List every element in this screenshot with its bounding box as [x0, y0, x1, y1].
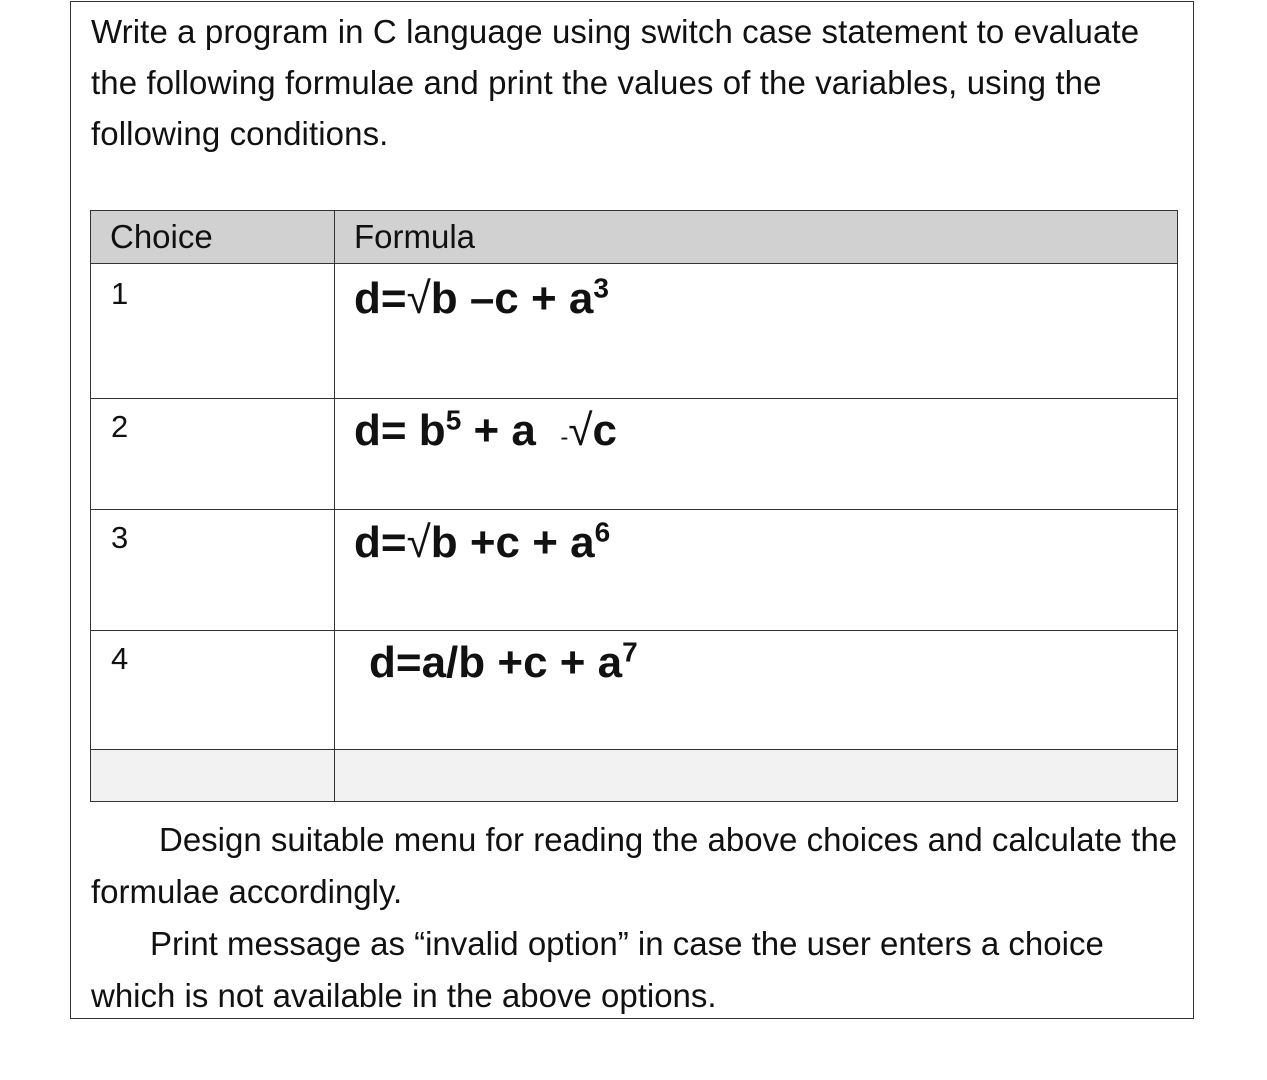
formula-exponent: 5 [445, 404, 462, 436]
sqrt-symbol: √ [406, 274, 431, 323]
formula-cell [335, 399, 1178, 510]
formula-column-header: Formula [335, 211, 1178, 264]
choice-column-header: Choice [91, 211, 335, 264]
sqrt-symbol: √ [406, 518, 431, 567]
formula-body: b +c + a [430, 518, 595, 567]
instructions [91, 814, 1181, 1022]
table-row [91, 264, 1178, 399]
formula-cell [335, 264, 1178, 399]
formula-middle: + a [461, 406, 549, 455]
table-row [91, 399, 1178, 510]
formula-cell [335, 510, 1178, 631]
choice-cell: 1 [91, 264, 335, 399]
formula-table [90, 210, 1178, 802]
question-intro: Write a program in C language using switch case statement to evaluate the following formulae and print the values of the variables, using the following conditions. [91, 13, 1140, 152]
empty-choice-cell [91, 750, 335, 802]
invalid-option-instruction: Print message as “invalid option” in case the user enters a choice which is not available in the above options. [91, 925, 1104, 1014]
empty-formula-cell [335, 750, 1178, 802]
formula-body: d=a/b +c + a [369, 638, 623, 687]
formula-minus: - [560, 424, 569, 451]
choice-cell: 3 [91, 510, 335, 631]
formula-prefix: d= [354, 274, 407, 323]
formula-body: b –c + a [430, 274, 594, 323]
formula-exponent: 6 [594, 516, 611, 548]
choice-cell: 4 [91, 631, 335, 750]
table-row-empty [91, 750, 1178, 802]
formula-cell [335, 631, 1178, 750]
formula-prefix: d= b [354, 406, 446, 455]
formula-prefix: d= [354, 518, 407, 567]
choice-cell: 2 [91, 399, 335, 510]
menu-instruction: Design suitable menu for reading the above choices and calculate the formulae accordingly. [91, 821, 1178, 910]
table-row [91, 510, 1178, 631]
formula-tail: c [592, 406, 617, 455]
formula-exponent: 7 [622, 636, 638, 668]
table-header-row [91, 211, 1178, 264]
formula-exponent: 3 [593, 272, 609, 304]
table-row [91, 631, 1178, 750]
sqrt-symbol: √ [568, 406, 593, 455]
